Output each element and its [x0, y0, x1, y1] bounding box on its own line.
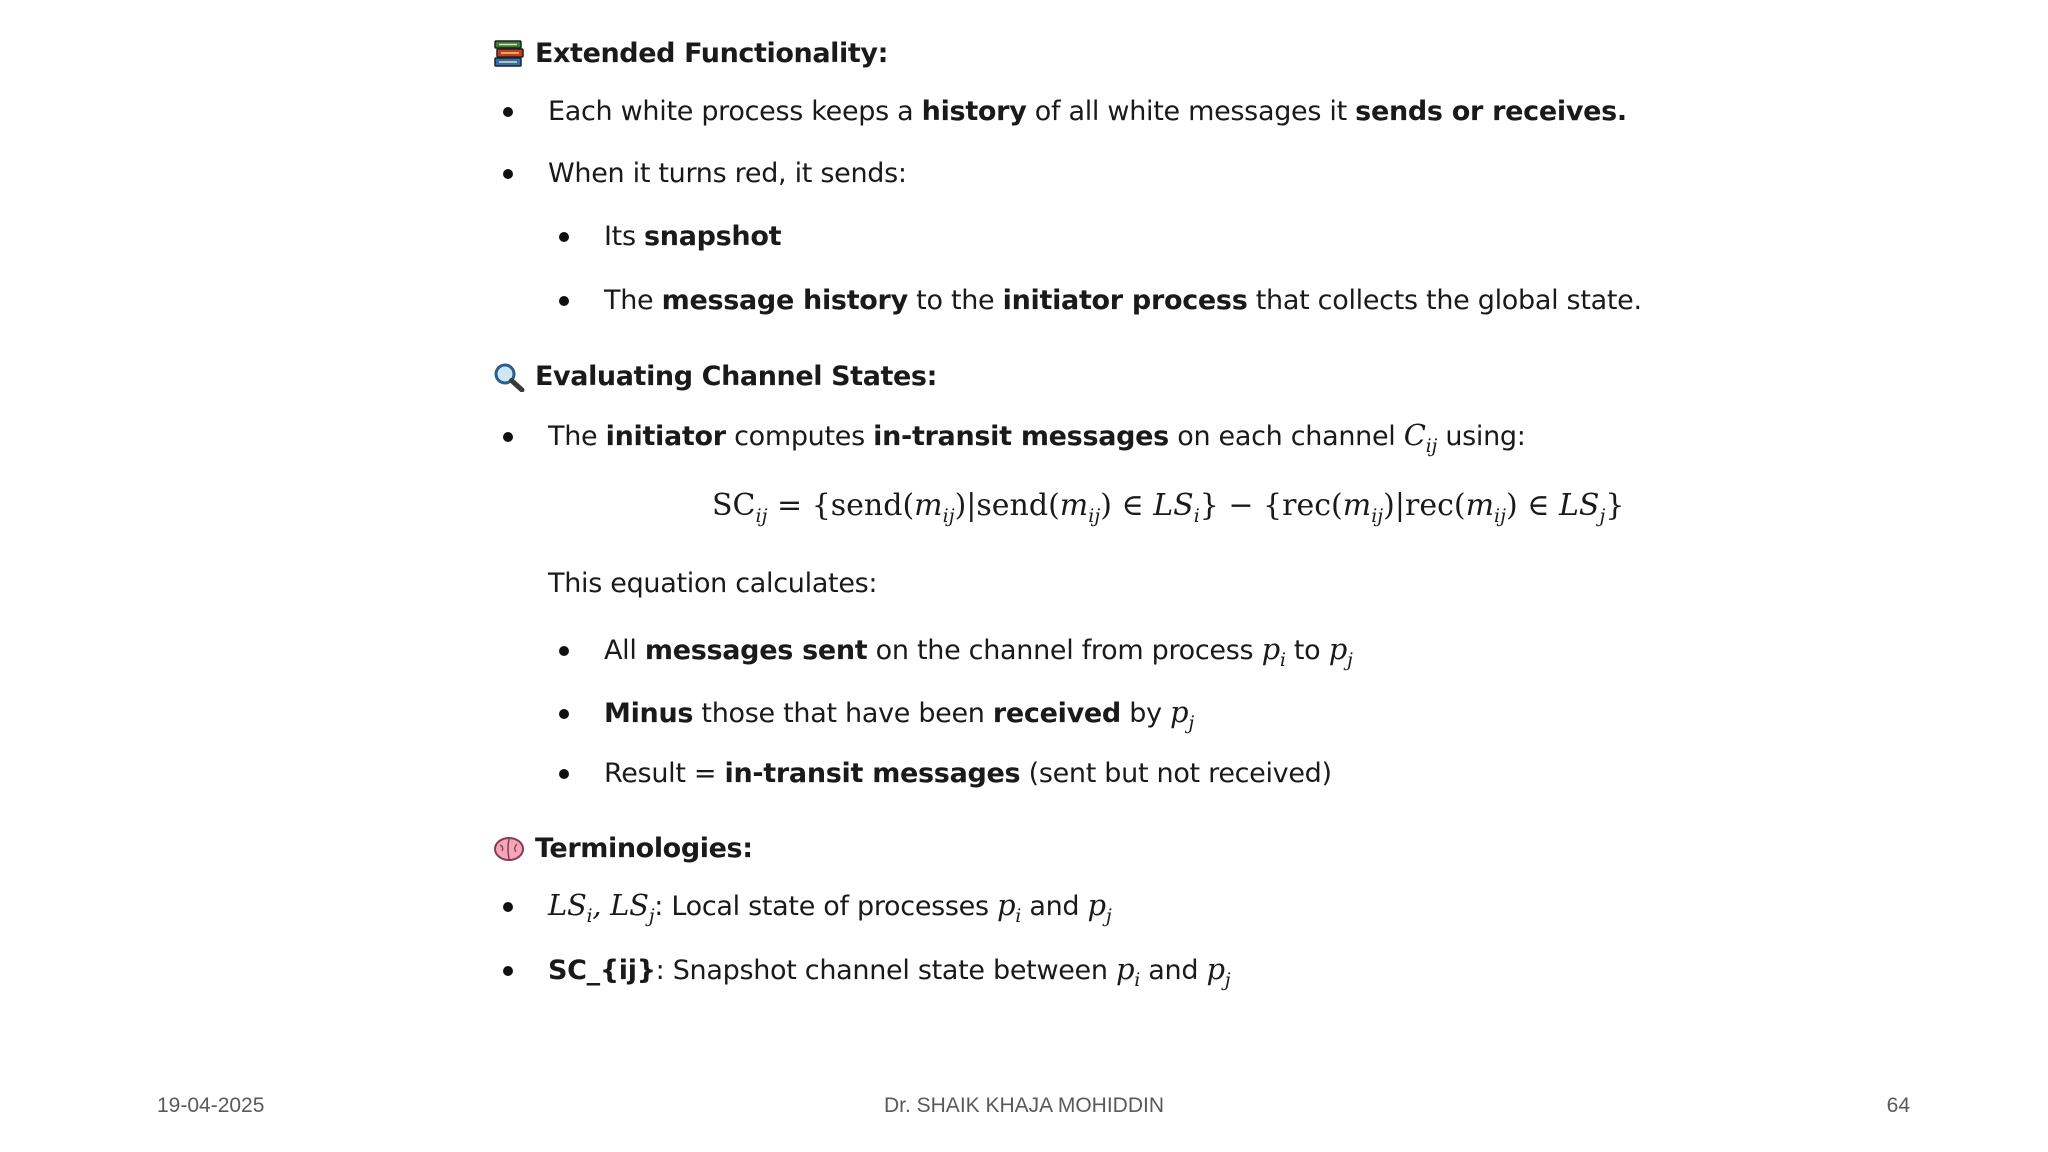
eq-subscript: ij	[1371, 505, 1384, 527]
text: by	[1120, 698, 1171, 729]
text: : Snapshot channel state between	[655, 955, 1116, 986]
text: computes	[725, 421, 874, 452]
math-subscript: i	[1015, 904, 1022, 927]
bold-text: sends or receives.	[1355, 96, 1627, 127]
list-item-messages-sent	[604, 632, 1353, 671]
text: The	[604, 285, 662, 316]
eq-var: m	[1342, 488, 1372, 523]
math-ls-i	[548, 888, 593, 927]
list-item-turns-red	[548, 158, 907, 189]
eq-text: = {send(	[767, 488, 915, 523]
eq-var: m	[914, 488, 943, 523]
eq-text: ) ∈	[1506, 488, 1559, 523]
heading-text: Extended Functionality:	[535, 38, 888, 69]
eq-text: } − {rec(	[1199, 488, 1343, 523]
text: All	[604, 635, 645, 666]
bold-text: received	[992, 698, 1121, 729]
text: : Local state of processes	[654, 891, 998, 922]
text: those that have been	[693, 698, 993, 729]
math-ls-j	[610, 888, 655, 927]
math-symbol: p	[1206, 952, 1225, 986]
list-item-local-state	[548, 888, 1111, 927]
bold-text: in-transit messages	[724, 758, 1021, 789]
text: of all white messages it	[1026, 96, 1356, 127]
math-symbol: LS	[610, 888, 649, 922]
text: and	[1140, 955, 1207, 986]
heading-text: Terminologies:	[535, 833, 753, 864]
eq-text: )|rec(	[1383, 488, 1466, 523]
math-pi	[997, 888, 1022, 927]
list-item-snapshot-channel-state	[548, 952, 1230, 991]
bold-text: SC_{ij}	[548, 955, 656, 986]
math-pi	[1115, 952, 1140, 991]
text: Each white process keeps a	[548, 96, 922, 127]
text: The	[548, 421, 606, 452]
bold-text: messages sent	[644, 635, 868, 666]
math-symbol: p	[1261, 632, 1280, 666]
equation-calculates-text: This equation calculates:	[548, 568, 878, 599]
text: on the channel from process	[867, 635, 1262, 666]
text: to the	[907, 285, 1003, 316]
heading-extended-functionality	[493, 38, 888, 69]
math-subscript: ij	[1425, 434, 1438, 457]
bold-text: snapshot	[644, 221, 782, 252]
eq-subscript: ij	[1088, 505, 1101, 527]
list-item-history	[548, 96, 1627, 127]
eq-text: ) ∈	[1100, 488, 1154, 523]
eq-var: LS	[1559, 488, 1600, 523]
eq-subscript: i	[1193, 505, 1200, 527]
math-subscript: j	[1224, 968, 1231, 991]
math-pj	[1170, 695, 1194, 734]
footer-page-number: 64	[1886, 1094, 1910, 1117]
eq-subscript: ij	[755, 505, 768, 527]
heading-evaluating-channel-states	[493, 361, 937, 392]
math-subscript: j	[1346, 648, 1353, 671]
list-item-result	[604, 758, 1332, 789]
magnifier-icon	[493, 362, 525, 392]
math-subscript: j	[1188, 711, 1194, 734]
eq-var: m	[1059, 488, 1089, 523]
eq-text: }	[1605, 488, 1625, 523]
eq-subscript: j	[1599, 505, 1606, 527]
math-symbol: LS	[548, 888, 587, 922]
bold-text: in-transit messages	[873, 421, 1169, 452]
math-symbol: p	[1115, 952, 1135, 986]
list-item-snapshot	[604, 221, 781, 252]
equation-channel-state	[712, 488, 1624, 527]
math-symbol: C	[1403, 418, 1426, 452]
math-pi	[1261, 632, 1286, 671]
eq-lhs: SC	[712, 488, 756, 523]
text: that collects the global state.	[1247, 285, 1642, 316]
text: When it turns red, it sends:	[548, 158, 907, 189]
heading-terminologies	[493, 833, 753, 864]
eq-var: m	[1465, 488, 1495, 523]
list-item-initiator	[548, 418, 1526, 457]
math-subscript: i	[1279, 648, 1286, 671]
math-symbol: p	[1087, 888, 1106, 922]
bold-text: initiator	[605, 421, 726, 452]
bold-text: history	[921, 96, 1027, 127]
math-symbol: p	[1170, 695, 1189, 729]
math-subscript: i	[1134, 968, 1140, 991]
eq-var: LS	[1153, 488, 1194, 523]
math-subscript: j	[1105, 904, 1112, 927]
math-separator: ,	[592, 888, 611, 922]
heading-text: Evaluating Channel States:	[535, 361, 937, 392]
math-channel	[1403, 418, 1438, 457]
list-item-minus-received	[604, 695, 1194, 734]
brain-icon	[493, 834, 525, 864]
list-item-message-history	[604, 285, 1642, 316]
text: Its	[604, 221, 644, 252]
footer-author: Dr. SHAIK KHAJA MOHIDDIN	[883, 1094, 1165, 1117]
math-symbol: p	[1328, 632, 1347, 666]
eq-subscript: ij	[942, 505, 955, 527]
text: using:	[1437, 421, 1526, 452]
bold-text: initiator process	[1002, 285, 1248, 316]
text: and	[1021, 891, 1088, 922]
books-icon	[493, 39, 525, 69]
math-pj	[1087, 888, 1112, 927]
math-subscript: i	[586, 904, 593, 927]
text: (sent but not received)	[1020, 758, 1332, 789]
math-symbol: p	[997, 888, 1016, 922]
text: Result =	[604, 758, 725, 789]
footer-date: 19-04-2025	[157, 1094, 265, 1117]
text: to	[1285, 635, 1329, 666]
bold-text: Minus	[604, 698, 694, 729]
bold-text: message history	[661, 285, 908, 316]
text: on each channel	[1168, 421, 1404, 452]
math-subscript: j	[648, 904, 655, 927]
eq-subscript: ij	[1494, 505, 1507, 527]
math-pj	[1328, 632, 1353, 671]
math-pj	[1206, 952, 1231, 991]
eq-text: )|send(	[954, 488, 1060, 523]
